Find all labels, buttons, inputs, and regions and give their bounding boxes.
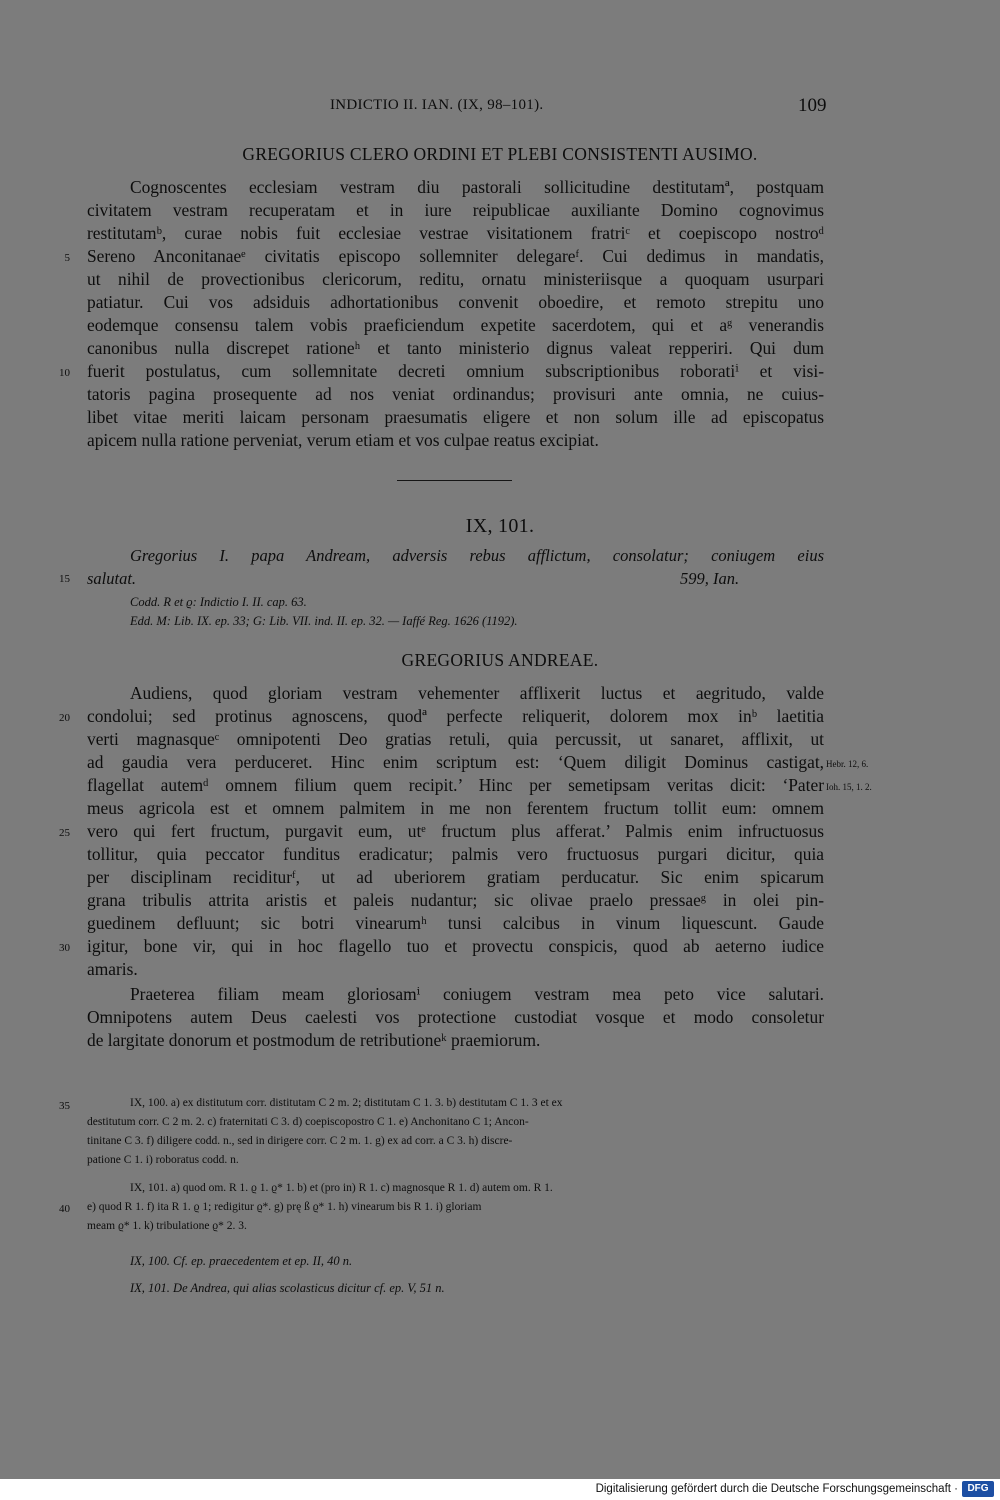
- letter2-line: Audiens, quod gloriam vestram vehementer afflixerit luctus et aegritudo, valde: [130, 683, 824, 703]
- letter2-line: guedinem defluunt; sic botri vinearumʰ tunsi calcibus in vinum liquescunt. Gaude: [87, 913, 824, 933]
- margin-reference: Hebr. 12, 6.: [826, 759, 869, 769]
- footnote-line: IX, 101. a) quod om. R 1. ϱ 1. ϱ* 1. b) et (pro in) R 1. c) magnosque R 1. d) autem om. R 1.: [130, 1182, 553, 1194]
- footnote-line: tinitane C 3. f) diligere codd. n., sed in dirigere corr. C 2 m. 1. g) ex ad corr. a C 3. h) discre-: [87, 1135, 513, 1147]
- letter2-heading: GREGORIUS ANDREAE.: [401, 650, 599, 670]
- footnote-line: meam ϱ* 1. k) tribulatione ϱ* 2. 3.: [87, 1220, 247, 1232]
- letter2-date: 599, Ian.: [680, 569, 740, 588]
- letter1-line: restitutamᵇ, curae nobis fuit ecclesiae vestrae visitationem fratriᶜ et coepiscopo nostroᵈ: [87, 223, 824, 243]
- funding-notice: Digitalisierung gefördert durch die Deutsche Forschungsgemeinschaft ·: [595, 1483, 958, 1495]
- letter2-number: IX, 101.: [465, 515, 535, 537]
- footnote-line: e) quod R 1. f) ita R 1. ϱ 1; redigitur ϱ*. g) prę ß ϱ* 1. h) vinearum bis R 1. i) gloriam: [87, 1201, 482, 1213]
- letter1-line: libet vitae meriti laicam personam praesumatis eligere et non solum ille ad episcopatus: [87, 407, 824, 427]
- letter1-line: Sereno Anconitanaeᵉ civitatis episcopo sollemniter delegareᶠ. Cui dedimus in mandatis,: [87, 246, 824, 266]
- section-separator: [397, 480, 512, 481]
- letter2-line: per disciplinam reciditurᶠ, ut ad uberiorem gratiam perducatur. Sic enim spicarum: [87, 867, 824, 887]
- letter1-line: eodemque consensu talem vobis praeficiendum expetite sacerdotem, qui et aᵍ venerandis: [87, 315, 824, 335]
- letter2-line: flagellat autemᵈ omnem filium quem recipit.’ Hinc per semetipsam veritas dicit: ‘Pater: [87, 775, 824, 795]
- letter1-line: apicem nulla ratione perveniat, verum etiam et vos culpae reatus excipiat.: [87, 430, 599, 450]
- letter1-line: canonibus nulla discrepet rationeʰ et tanto ministerio dignus valeat repperiri. Qui dum: [87, 338, 824, 358]
- dfg-logo: DFG: [962, 1481, 994, 1497]
- letter1-line: fuerit postulatus, cum sollemnitate decreti omnium subscriptionibus roboratiⁱ et visi-: [87, 361, 824, 381]
- letter2-line: ad gaudia vera perduceret. Hinc enim scriptum est: ‘Quem diligit Dominus castigat,: [87, 752, 824, 772]
- codices-note: Codd. R et ϱ: Indictio I. II. cap. 63.: [130, 595, 307, 609]
- letter2-line: verti magnasqueᶜ omnipotenti Deo gratias retuli, quia percussit, ut sanaret, afflixit, ut: [87, 729, 824, 749]
- line-number: 30: [59, 942, 70, 954]
- line-number: 5: [64, 252, 70, 264]
- letter2-line: grana tribulis attrita aristis et paleis nudantur; sic olivae praelo pressaeᵍ in olei pin-: [87, 890, 824, 910]
- letter2-line: tollitur, quia peccator funditus eradicatur; palmis vero fructuosus purgari dicitur, quia: [87, 844, 824, 864]
- editions-note: Edd. M: Lib. IX. ep. 33; G: Lib. VII. ind. II. ep. 32. — Iaffé Reg. 1626 (1192).: [130, 614, 518, 628]
- letter2-summary-end: salutat.: [87, 569, 137, 588]
- letter2-line: igitur, bone vir, qui in hoc flagello tuo et provectu conspicis, quod ab aeterno iudice: [87, 936, 824, 956]
- line-number: 35: [59, 1100, 70, 1112]
- letter2-line: de largitate donorum et postmodum de retributioneᵏ praemiorum.: [87, 1030, 541, 1050]
- running-head: INDICTIO II. IAN. (IX, 98–101).: [330, 97, 544, 113]
- line-number: 40: [59, 1203, 70, 1215]
- line-number: 15: [59, 573, 70, 585]
- letter1-line: tatoris pagina prosequente ad nos veniat ordinandus; provisuri ante omnia, ne cuius-: [87, 384, 824, 404]
- footnote-line: patione C 1. i) roboratus codd. n.: [87, 1154, 239, 1166]
- line-number: 10: [59, 367, 70, 379]
- line-number: 25: [59, 827, 70, 839]
- letter1-line: patiatur. Cui vos adsiduis adhortationibus convenit oboedire, et remoto strepitu uno: [87, 292, 824, 312]
- line-number: 20: [59, 712, 70, 724]
- footnote-line: destitutum corr. C 2 m. 2. c) fraternitati C 3. d) coepiscopostro C 1. e) Anchonitano C 1; Ancon-: [87, 1116, 529, 1128]
- letter1-line: ut nihil de provectionibus clericorum, reditu, ornatu ministeriisque a quoquam usurpari: [87, 269, 824, 289]
- page-number: 109: [798, 95, 827, 116]
- letter1-line: Cognoscentes ecclesiam vestram diu pastorali sollicitudine destitutamª, postquam: [130, 177, 824, 197]
- letter2-line: vero qui fert fructum, purgavit eum, utᵉ fructum plus afferat.’ Palmis enim infructuosus: [87, 821, 824, 841]
- letter1-line: civitatem vestram recuperatam et in iure reipublicae auxiliante Domino cognovimus: [87, 200, 824, 220]
- letter2-line: Omnipotens autem Deus caelesti vos protectione custodiat vosque et modo consoletur: [87, 1007, 824, 1027]
- letter2-line: amaris.: [87, 959, 138, 979]
- commentary-note: IX, 100. Cf. ep. praecedentem et ep. II, 40 n.: [130, 1254, 353, 1268]
- commentary-note: IX, 101. De Andrea, qui alias scolasticus dicitur cf. ep. V, 51 n.: [130, 1281, 445, 1295]
- letter1-heading: GREGORIUS CLERO ORDINI ET PLEBI CONSISTENTI AUSIMO.: [242, 144, 758, 164]
- letter2-line: Praeterea filiam meam gloriosamⁱ coniugem vestram mea peto vice salutari.: [130, 984, 824, 1004]
- footnote-line: IX, 100. a) ex distitutum corr. distitutam C 2 m. 2; distitutam C 1. 3. b) destitutam C 1. 3 et ex: [130, 1097, 563, 1109]
- letter2-summary: Gregorius I. papa Andream, adversis rebus afflictum, consolatur; coniugem eius: [130, 546, 824, 565]
- letter2-line: meus agricola est et omnem palmitem in me non ferentem fructum tollit eum: omnem: [87, 798, 824, 818]
- margin-reference: Ioh. 15, 1. 2.: [826, 782, 872, 792]
- letter2-line: condolui; sed protinus agnoscens, quodª perfecte reliquerit, dolorem mox inᵇ laetitia: [87, 706, 824, 726]
